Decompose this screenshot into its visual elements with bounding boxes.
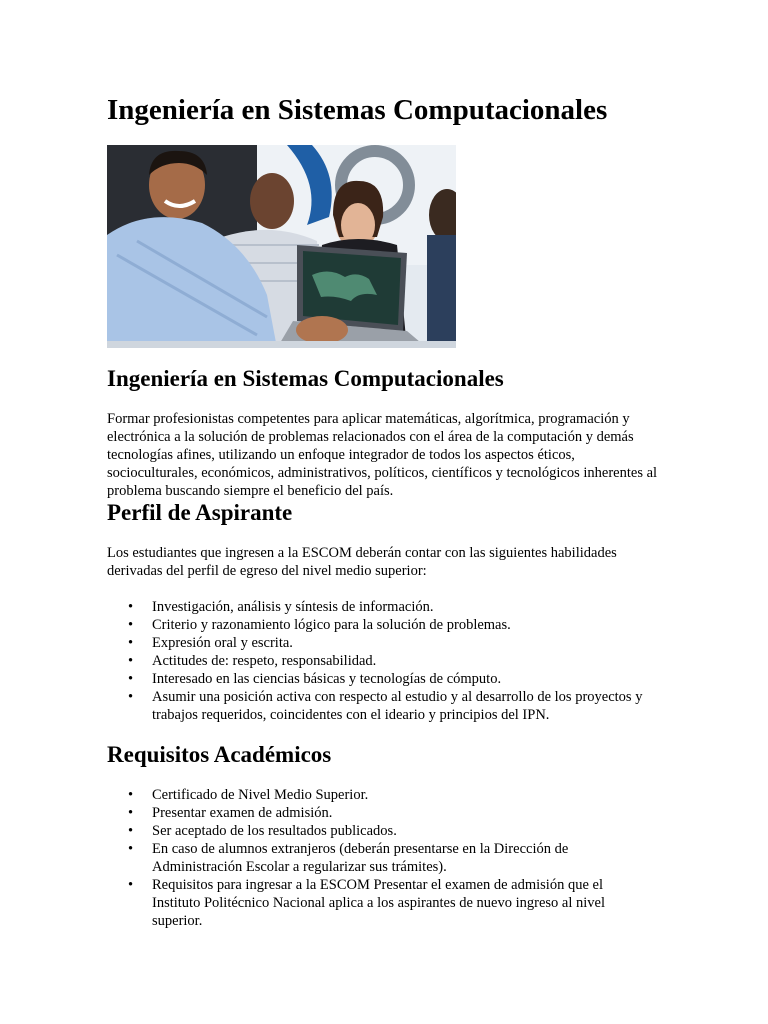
list-item: • Ser aceptado de los resultados publicados.: [107, 822, 627, 840]
list-item: • Investigación, análisis y síntesis de información.: [107, 598, 667, 616]
list-item: • En caso de alumnos extranjeros (deberán presentarse en la Dirección de Administración Escolar a regularizar sus trámites).: [107, 840, 627, 876]
section-paragraph-perfil-intro: Los estudiantes que ingresen a la ESCOM deberán contar con las siguientes habilidades derivadas del perfil de egreso del nivel medio superior:: [107, 545, 617, 579]
list-item: • Expresión oral y escrita.: [107, 634, 667, 652]
section-heading-requisitos: Requisitos Académicos: [107, 742, 332, 767]
list-item: • Asumir una posición activa con respecto al estudio y al desarrollo de los proyectos y trabajos requeridos, coincidentes con el ideario y principios del IPN.: [107, 688, 667, 724]
page-title: Ingeniería en Sistemas Computacionales: [107, 94, 608, 126]
requisitos-list: [107, 786, 627, 930]
list-item: • Certificado de Nivel Medio Superior.: [107, 786, 627, 804]
list-item: • Actitudes de: respeto, responsabilidad.: [107, 652, 667, 670]
list-item: • Requisitos para ingresar a la ESCOM Presentar el examen de admisión que el Instituto Politécnico Nacional aplica a los aspirantes de nuevo ingreso al nivel superior.: [107, 876, 627, 930]
section-paragraph-objetivo: Formar profesionistas competentes para aplicar matemáticas, algorítmica, programación y electrónica a la solución de problemas relacionados con el área de la computación y demás tecnologías afines, utilizando un enfoque integrador de todos los aspectos éticos, socioculturales, económicos, administrativos, políticos, científicos y tecnológicos inherentes al problema buscando siempre el beneficio del país.: [107, 411, 658, 499]
perfil-list: [107, 598, 667, 724]
list-item: • Interesado en las ciencias básicas y tecnologías de cómputo.: [107, 670, 667, 688]
people-laptop-photo: [107, 145, 456, 348]
section-heading-ingenieria: Ingeniería en Sistemas Computacionales: [107, 366, 504, 391]
list-item: • Criterio y razonamiento lógico para la solución de problemas.: [107, 616, 667, 634]
section-heading-perfil: Perfil de Aspirante: [107, 500, 293, 525]
list-item: • Presentar examen de admisión.: [107, 804, 627, 822]
